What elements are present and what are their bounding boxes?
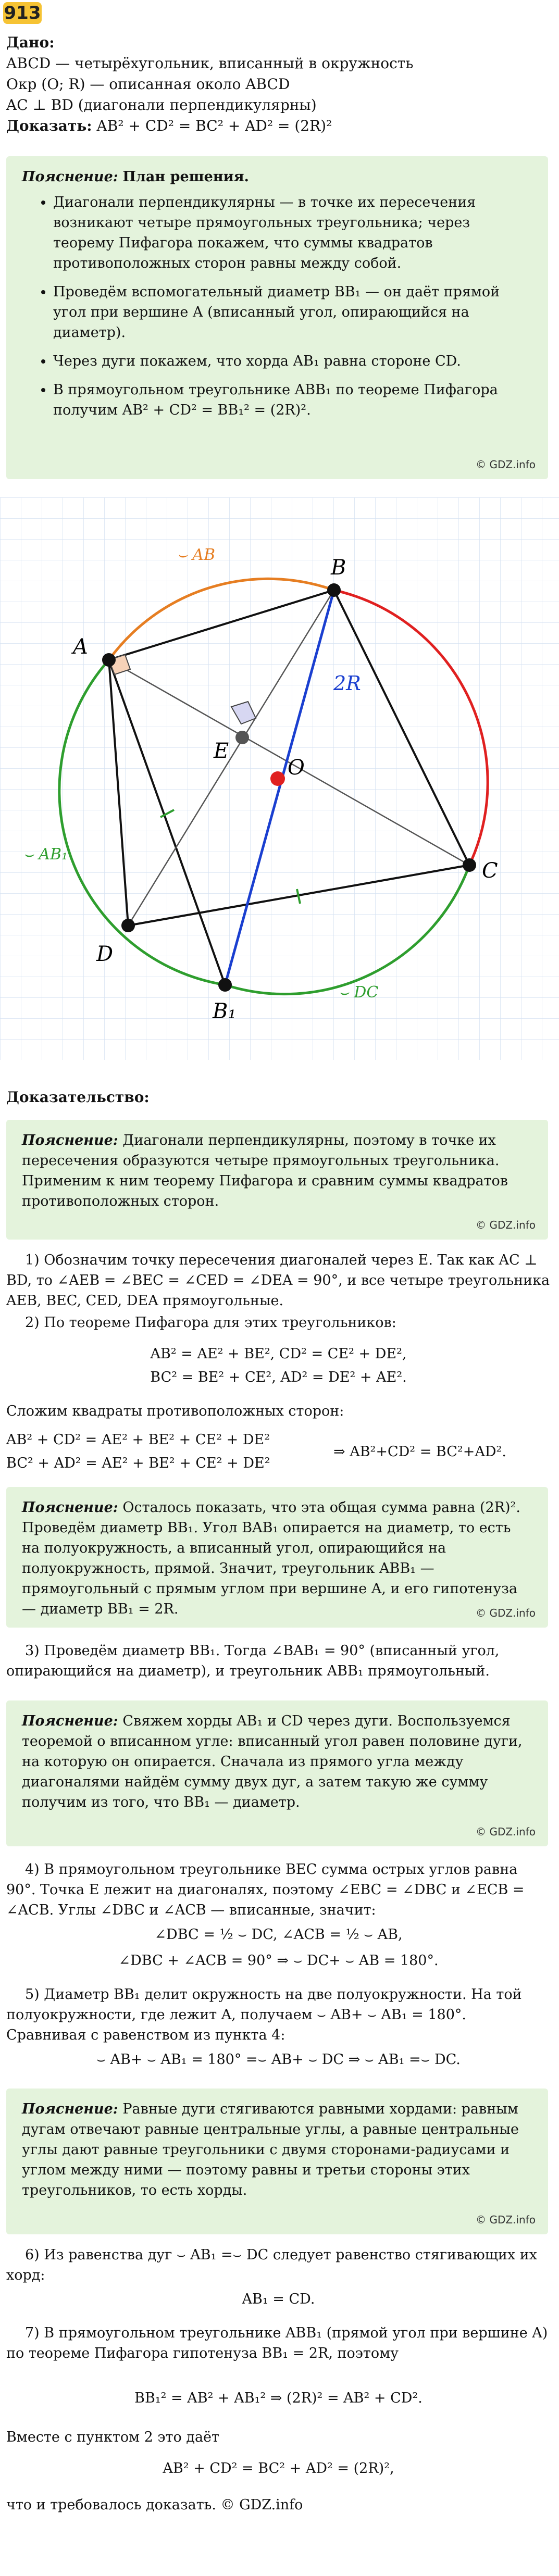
step5-text: 5) Диаметр BB₁ делит окружность на две полуокружности. На той полуокружности, где лежит A, получаем ⌣ AB+ ⌣ AB₁ = 180°. Сравнивая с равенством из пункта 4:: [6, 1986, 522, 2043]
geometry-figure: [0, 497, 559, 1060]
label-d: D: [96, 942, 114, 966]
prove-text: AB² + CD² = BC² + AD² = (2R)²: [96, 117, 332, 134]
plan-item: • В прямоугольном треугольнике ABB₁ по теореме Пифагора получим AB² + CD² = BB₁² = (2R)².: [53, 380, 532, 420]
plan-subtitle: План решения.: [122, 169, 249, 185]
point-e: [235, 731, 249, 744]
figure-svg: [0, 497, 559, 1060]
label-b: B: [331, 556, 346, 580]
note2-title: Пояснение:: [22, 1499, 118, 1516]
plan-item: • Проведём вспомогательный диаметр BB₁ — он даёт прямой угол при вершине A (вписанный угол, опирающийся на диаметр).: [53, 282, 532, 343]
label-b1: B₁: [213, 999, 237, 1023]
final-eq: AB² + CD² = BC² + AD² = (2R)²,: [163, 2460, 394, 2477]
proof-title: Доказательство:: [6, 1089, 150, 1106]
step2-sum1: AB² + CD² = AE² + BE² + CE² + DE²: [6, 1432, 270, 1448]
credit: © GDZ.info: [476, 1219, 536, 1231]
label-a: A: [73, 635, 88, 659]
label-arc-ab1: ⌣ AB₁: [23, 845, 68, 864]
point-d: [121, 919, 135, 932]
step3-text: 3) Проведём диаметр BB₁. Тогда ∠BAB₁ = 90° (вписанный угол, опирающийся на диаметр), и треугольник ABB₁ прямоугольный.: [6, 1643, 500, 1679]
plan-box: [6, 156, 548, 479]
step2-eq2: BC² = BE² + CE², AD² = DE² + AE².: [150, 1369, 407, 1385]
note1-box: [6, 1120, 548, 1240]
given-line: Окр (O; R) — описанная около ABCD: [6, 76, 290, 93]
given-block: [6, 32, 548, 136]
step2-eq1: AB² = AE² + BE², CD² = CE² + DE²,: [150, 1346, 407, 1362]
step4-eq1: ∠DBC = ½ ⌣ DC, ∠ACB = ½ ⌣ AB,: [154, 1927, 403, 1943]
point-a: [102, 653, 116, 667]
step4-eq2: ∠DBC + ∠ACB = 90° ⇒ ⌣ DC+ ⌣ AB = 180°.: [118, 1953, 439, 1969]
label-o: O: [288, 756, 305, 780]
plan-list: [22, 192, 532, 420]
final-intro: Вместе с пунктом 2 это даёт: [6, 2429, 219, 2445]
note4-box: [6, 2089, 548, 2234]
step7-text: 7) В прямоугольном треугольнике ABB₁ (прямой угол при вершине A) по теореме Пифагора гипотенуза BB₁ = 2R, поэтому: [6, 2325, 548, 2361]
step5-eq: ⌣ AB+ ⌣ AB₁ = 180° =⌣ AB+ ⌣ DC ⇒ ⌣ AB₁ =⌣ DC.: [96, 2052, 461, 2068]
plan-item: • Через дуги покажем, что хорда AB₁ равна стороне CD.: [53, 351, 532, 371]
credit: © GDZ.info: [476, 458, 536, 471]
step2-sum-intro: Сложим квадраты противоположных сторон:: [6, 1403, 344, 1419]
prove-label: Доказать:: [6, 117, 92, 134]
step6-eq: AB₁ = CD.: [242, 2291, 315, 2307]
point-b1: [218, 978, 232, 992]
step2-intro: 2) По теореме Пифагора для этих треугольников:: [25, 1315, 396, 1331]
note3-box: [6, 1700, 548, 1846]
note3-text: Свяжем хорды AB₁ и CD через дуги. Воспользуемся теоремой о вписанном угле: вписанный угол равен половине дуги, на которую он опирается. Сначала из прямого угла между диагоналями найдём сумму двух дуг, а затем такую же сумму получим из того, что BB₁ — диаметр.: [22, 1713, 523, 1810]
given-line: ABCD — четырёхугольник, вписанный в окружность: [6, 55, 414, 72]
step2-result: ⇒ AB²+CD² = BC²+AD².: [333, 1444, 506, 1460]
note4-title: Пояснение:: [22, 2101, 118, 2117]
note1-text: Диагонали перпендикулярны, поэтому в точке их пересечения образуются четыре прямоугольных треугольника. Применим к ним теорему Пифагора и сравним суммы квадратов противоположных сторон.: [22, 1132, 508, 1209]
label-c: C: [482, 859, 498, 883]
label-arc-dc: ⌣ DC: [339, 983, 379, 1002]
step2-sum2: BC² + AD² = AE² + BE² + CE² + DE²: [6, 1455, 270, 1471]
point-o: [270, 771, 285, 786]
given-title: Дано:: [6, 34, 55, 51]
step7-eq: BB₁² = AB² + AB₁² ⇒ (2R)² = AB² + CD².: [134, 2390, 423, 2406]
plan-item: • Диагонали перпендикулярны — в точке их пересечения возникают четыре прямоугольных треугольника; через теорему Пифагора покажем, что суммы квадратов противоположных сторон равны между собой.: [53, 192, 532, 273]
credit: © GDZ.info: [476, 1607, 536, 1619]
plan-title: Пояснение:: [22, 169, 118, 185]
step6-text: 6) Из равенства дуг ⌣ AB₁ =⌣ DC следует равенство стягивающих их хорд:: [6, 2247, 537, 2283]
final-text: что и требовалось доказать. © GDZ.info: [6, 2497, 303, 2513]
step4-text: 4) В прямоугольном треугольнике BEC сумма острых углов равна 90°. Точка E лежит на диагоналях, поэтому ∠EBC = ∠DBC и ∠ECB = ∠ACB. Углы ∠DBC и ∠ACB — вписанные, значит:: [6, 1861, 525, 1918]
label-2r: 2R: [333, 672, 361, 695]
task-number-badge: 913: [4, 3, 41, 23]
prove-line: [6, 116, 548, 136]
credit: © GDZ.info: [476, 2214, 536, 2226]
label-e: E: [214, 739, 229, 763]
label-arc-ab: ⌣ AB: [177, 546, 215, 564]
point-c: [463, 858, 476, 872]
credit: © GDZ.info: [476, 1825, 536, 1838]
point-b: [327, 583, 341, 597]
note1-title: Пояснение:: [22, 1132, 118, 1148]
given-line: AC ⊥ BD (диагонали перпендикулярны): [6, 96, 317, 114]
note2-text: Осталось показать, что эта общая сумма равна (2R)². Проведём диаметр BB₁. Угол BAB₁ опирается на диаметр, то есть на полуокружность, а вписанный угол, опирающийся на полуокружность, прямой. Значит, треугольник ABB₁ — прямоугольный с прямым углом при вершине A, и его гипотенуза — диаметр BB₁ = 2R.: [22, 1499, 520, 1617]
step1-text: 1) Обозначим точку пересечения диагоналей через E. Так как AC ⊥ BD, то ∠AEB = ∠BEC = ∠CED = ∠DEA = 90°, и все четыре треугольника AEB, BEC, CED, DEA прямоугольные.: [6, 1252, 550, 1309]
note2-box: [6, 1487, 548, 1628]
note4-text: Равные дуги стягиваются равными хордами: равным дугам отвечают равные центральные углы, а равные центральные углы дают равные треугольники с двумя сторонами-радиусами и углом между ними — поэтому равны и третьи стороны этих треугольников, то есть хорды.: [22, 2101, 519, 2198]
note3-title: Пояснение:: [22, 1713, 118, 1729]
